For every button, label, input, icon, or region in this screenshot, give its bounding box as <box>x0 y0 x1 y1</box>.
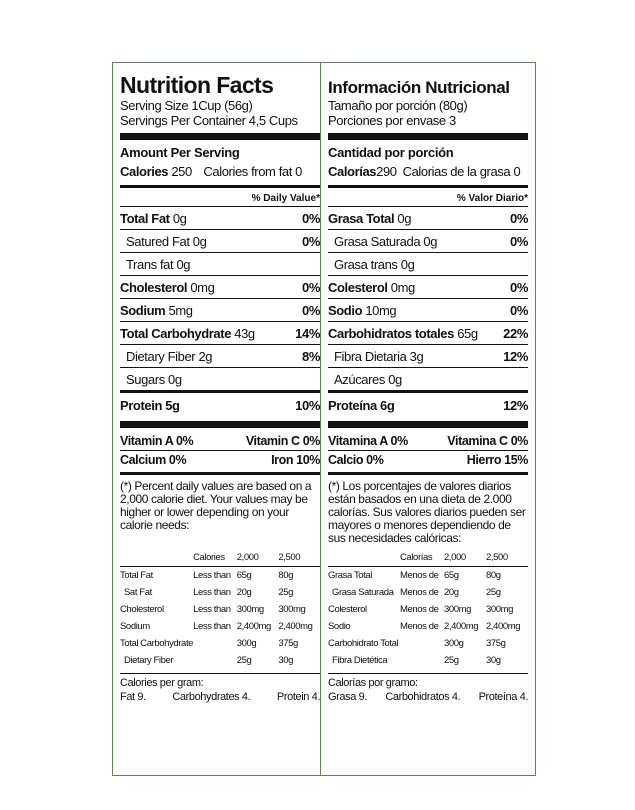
table-row <box>328 618 528 635</box>
divider-thick <box>120 421 320 428</box>
table-cell: 20g <box>236 587 252 598</box>
table-row <box>328 601 528 618</box>
nutrient-label: Cholesterol <box>120 280 188 295</box>
nutrient-amount: 0g <box>397 211 412 226</box>
table-cell: Carbohidrato Total <box>328 638 399 649</box>
nutrient-amount: 10mg <box>365 303 397 318</box>
table-cell: Total Carbohydrate <box>120 638 194 649</box>
nutrient-label: Total Fat <box>120 211 170 226</box>
table-header-cell <box>120 550 193 567</box>
minerals-row <box>120 450 320 469</box>
nutrient-amount: 3g <box>409 349 424 364</box>
nutrient-label: Sugars <box>126 372 165 387</box>
nutrient-label: Satured Fat <box>126 234 190 249</box>
nutrient-label: Sodio <box>328 303 363 318</box>
per-gram-protein: Proteína 4. <box>478 691 528 703</box>
informacion-nutricional-panel <box>320 62 536 776</box>
per-gram-carbs: Carbohidratos 4. <box>385 691 461 703</box>
table-cell: 375g <box>486 638 506 649</box>
nutrient-label: Total Carbohydrate <box>120 326 232 341</box>
table-cell: 2,400mg <box>444 621 479 632</box>
table-cell: 30g <box>278 655 294 666</box>
table-header-cell: Calories <box>193 552 225 563</box>
calories-label: Calories <box>120 164 169 179</box>
nutrient-label: Grasa Saturada <box>334 234 421 249</box>
nutrient-list <box>328 206 528 416</box>
serving-size: Tamaño por porción (80g) <box>328 98 468 113</box>
table-cell: Total Fat <box>120 567 193 585</box>
nutrient-daily-value: 22% <box>503 326 528 341</box>
divider-medium <box>120 472 320 475</box>
nutrient-label: Fibra Dietaria <box>334 349 407 364</box>
vitamins-row <box>328 432 528 450</box>
daily-value-header: % Valor Diario* <box>456 193 528 204</box>
nutrient-daily-value: 0% <box>302 280 320 295</box>
calories-per-gram-header: Calories per gram: <box>120 677 204 689</box>
nutrient-amount: 65g <box>457 326 478 341</box>
nutrient-label: Trans fat <box>126 257 174 272</box>
vitamin-c: Vitamin C 0% <box>245 434 320 448</box>
nutrient-daily-value: 10% <box>295 398 320 413</box>
table-cell: 20g <box>444 587 459 598</box>
nutrient-row <box>328 229 528 252</box>
table-cell: Sodio <box>328 621 351 632</box>
nutrient-row <box>120 344 320 367</box>
table-row <box>120 618 320 635</box>
nutrient-amount: 0g <box>172 211 187 226</box>
table-cell <box>193 635 237 652</box>
calories-value: 250 <box>171 164 192 179</box>
table-row <box>328 567 528 585</box>
nutrient-daily-value: 12% <box>503 349 528 364</box>
table-header-cell: 2,500 <box>486 552 508 563</box>
divider-medium <box>328 185 528 188</box>
table-row <box>120 601 320 618</box>
calories-value: 290 <box>376 164 397 179</box>
table-cell: 2,400mg <box>486 621 521 632</box>
nutrient-daily-value: 0% <box>510 303 528 318</box>
nutrient-amount: 43g <box>234 326 255 341</box>
nutrient-label: Carbohidratos totales <box>328 326 454 341</box>
nutrient-daily-value: 0% <box>510 234 528 249</box>
table-row <box>120 652 320 669</box>
nutrient-row <box>328 390 528 416</box>
calories-row <box>328 162 528 182</box>
nutrient-label: Colesterol <box>328 280 388 295</box>
table-cell: 375g <box>278 638 298 649</box>
nutrient-list <box>120 206 320 416</box>
daily-values-table <box>328 550 528 669</box>
table-header-cell <box>328 550 400 567</box>
table-cell <box>193 652 237 669</box>
servings-per-container: Servings Per Container 4,5 Cups <box>120 113 298 128</box>
calories-per-gram <box>328 690 528 704</box>
serving-size: Serving Size 1Cup (56g) <box>120 98 253 113</box>
nutrient-daily-value: 0% <box>510 211 528 226</box>
table-cell: Less than <box>193 604 231 615</box>
nutrient-amount: 2g <box>198 349 213 364</box>
nutrition-facts-panel <box>112 62 328 776</box>
nutrient-amount: 0g <box>388 372 402 387</box>
nutrient-daily-value: 0% <box>510 280 528 295</box>
calories-per-gram-header: Calorías por gramo: <box>328 677 418 689</box>
nutrient-label: Azúcares <box>334 372 385 387</box>
nutrient-row <box>328 206 528 229</box>
nutrient-row <box>328 252 528 275</box>
table-cell: Less than <box>193 567 237 585</box>
daily-value-header: % Daily Value* <box>251 193 320 204</box>
table-cell: 300mg <box>444 604 472 615</box>
calories-row <box>120 162 320 182</box>
table-cell: 300mg <box>236 604 264 615</box>
table-cell: 65g <box>237 567 279 585</box>
table-cell: 2,400mg <box>236 621 271 632</box>
nutrient-row <box>120 321 320 344</box>
nutrient-row <box>120 390 320 416</box>
nutrient-daily-value: 0% <box>302 211 320 226</box>
table-cell: Sat Fat <box>124 587 152 598</box>
divider-medium <box>120 185 320 188</box>
table-header-cell: 2,000 <box>444 552 466 563</box>
per-gram-protein: Protein 4. <box>276 691 320 703</box>
nutrient-row <box>328 344 528 367</box>
daily-values-table <box>120 550 320 669</box>
panel-title: Información Nutricional <box>328 78 510 97</box>
per-gram-carbs: Carbohydrates 4. <box>172 691 251 703</box>
nutrient-row <box>120 206 320 229</box>
amount-header: Cantidad por porción <box>328 145 454 160</box>
nutrient-amount: 5g <box>165 398 180 413</box>
nutrient-label: Protein <box>120 398 162 413</box>
table-header-cell: Calorías <box>400 552 433 563</box>
table-cell: Dietary Fiber <box>124 655 174 666</box>
calcium: Calcium 0% <box>120 453 187 467</box>
table-cell: Menos de <box>400 604 439 615</box>
table-row <box>120 584 320 601</box>
table-header-cell: 2,500 <box>278 552 301 563</box>
nutrient-amount: 0mg <box>190 280 215 295</box>
table-cell: Fibra Dietética <box>332 655 388 666</box>
table-cell: Sodium <box>120 621 150 632</box>
calories-per-gram <box>120 690 320 704</box>
nutrient-label: Dietary Fiber <box>126 349 196 364</box>
calories-label: Calorías <box>328 164 377 179</box>
table-cell: 2,400mg <box>278 621 313 632</box>
nutrient-amount: 0mg <box>390 280 415 295</box>
nutrient-amount: 5mg <box>168 303 193 318</box>
table-cell: 300g <box>444 638 464 649</box>
minerals-row <box>328 450 528 469</box>
table-cell: 80g <box>486 567 528 585</box>
nutrient-row <box>328 298 528 321</box>
nutrient-label: Sodium <box>120 303 166 318</box>
calcium: Calcio 0% <box>328 453 384 467</box>
divider-medium <box>328 472 528 475</box>
nutrient-amount: 0g <box>423 234 438 249</box>
nutrient-amount: 0g <box>192 234 207 249</box>
nutrient-label: Proteína <box>328 398 377 413</box>
table-cell: Cholesterol <box>120 604 164 615</box>
nutrient-row <box>120 367 320 390</box>
table-header-cell: 2,000 <box>236 552 259 563</box>
vitamin-c: Vitamina C 0% <box>447 434 528 448</box>
table-cell: 25g <box>236 655 252 666</box>
nutrient-label: Grasa Total <box>328 211 395 226</box>
table-cell: Colesterol <box>328 604 367 615</box>
table-cell: Menos de <box>400 621 439 632</box>
divider-thick <box>328 133 528 140</box>
table-row <box>120 567 320 585</box>
panel-title: Nutrition Facts <box>120 72 274 98</box>
servings-per-container: Porciones por envase 3 <box>328 113 456 128</box>
nutrient-daily-value: 0% <box>302 303 320 318</box>
table-cell: Grasa Saturada <box>332 587 394 598</box>
nutrient-label: Grasa trans <box>334 257 398 272</box>
footnote: (*) Percent daily values are based on a 2,000 calorie diet. Your values may be higher or lower depending on your calorie needs: <box>120 479 312 532</box>
table-cell: 25g <box>444 655 459 666</box>
nutrient-daily-value: 0% <box>302 234 320 249</box>
vitamins-row <box>120 432 320 450</box>
table-cell: Menos de <box>400 587 439 598</box>
table-cell <box>400 652 444 669</box>
table-cell: 300mg <box>278 604 306 615</box>
nutrient-row <box>120 275 320 298</box>
table-cell <box>400 635 444 652</box>
table-row <box>328 635 528 652</box>
nutrient-amount: 0g <box>400 257 415 272</box>
nutrient-row <box>328 275 528 298</box>
amount-header: Amount Per Serving <box>120 145 240 160</box>
nutrient-row <box>120 252 320 275</box>
table-cell: Menos de <box>400 567 444 585</box>
table-cell: 80g <box>278 567 320 585</box>
table-row <box>120 635 320 652</box>
vitamin-a: Vitamin A 0% <box>120 434 194 448</box>
table-cell: Less than <box>193 587 231 598</box>
table-row <box>328 584 528 601</box>
nutrient-row <box>120 298 320 321</box>
iron: Iron 10% <box>271 453 320 467</box>
nutrient-daily-value: 14% <box>295 326 320 341</box>
iron: Hierro 15% <box>466 453 528 467</box>
table-cell: 300g <box>236 638 257 649</box>
table-cell: Less than <box>193 621 231 632</box>
per-gram-fat: Grasa 9. <box>328 691 367 703</box>
per-gram-fat: Fat 9. <box>120 691 146 703</box>
table-cell: 65g <box>444 567 486 585</box>
footnote: (*) Los porcentajes de valores diarios están basados en una dieta de 2.000 calorías. Sus valores diarios pueden ser mayores o menores dependiendo de sus necesidades calóricas: <box>328 479 526 545</box>
vitamin-a: Vitamina A 0% <box>328 434 408 448</box>
table-row <box>328 652 528 669</box>
table-cell: 30g <box>486 655 501 666</box>
divider-thick <box>120 133 320 140</box>
calories-from-fat: Calories from fat 0 <box>203 164 302 179</box>
nutrient-row <box>328 321 528 344</box>
nutrient-daily-value: 8% <box>302 349 320 364</box>
calories-from-fat: Calorias de la grasa 0 <box>402 164 521 179</box>
nutrient-amount: 0g <box>176 257 191 272</box>
table-cell: Grasa Total <box>328 567 400 585</box>
table-cell: 300mg <box>486 604 514 615</box>
nutrient-amount: 6g <box>380 398 395 413</box>
table-cell: 25g <box>278 587 294 598</box>
nutrient-amount: 0g <box>168 372 182 387</box>
nutrient-row <box>120 229 320 252</box>
divider-thick <box>328 421 528 428</box>
nutrient-daily-value: 12% <box>503 398 528 413</box>
nutrient-row <box>328 367 528 390</box>
table-cell: 25g <box>486 587 501 598</box>
